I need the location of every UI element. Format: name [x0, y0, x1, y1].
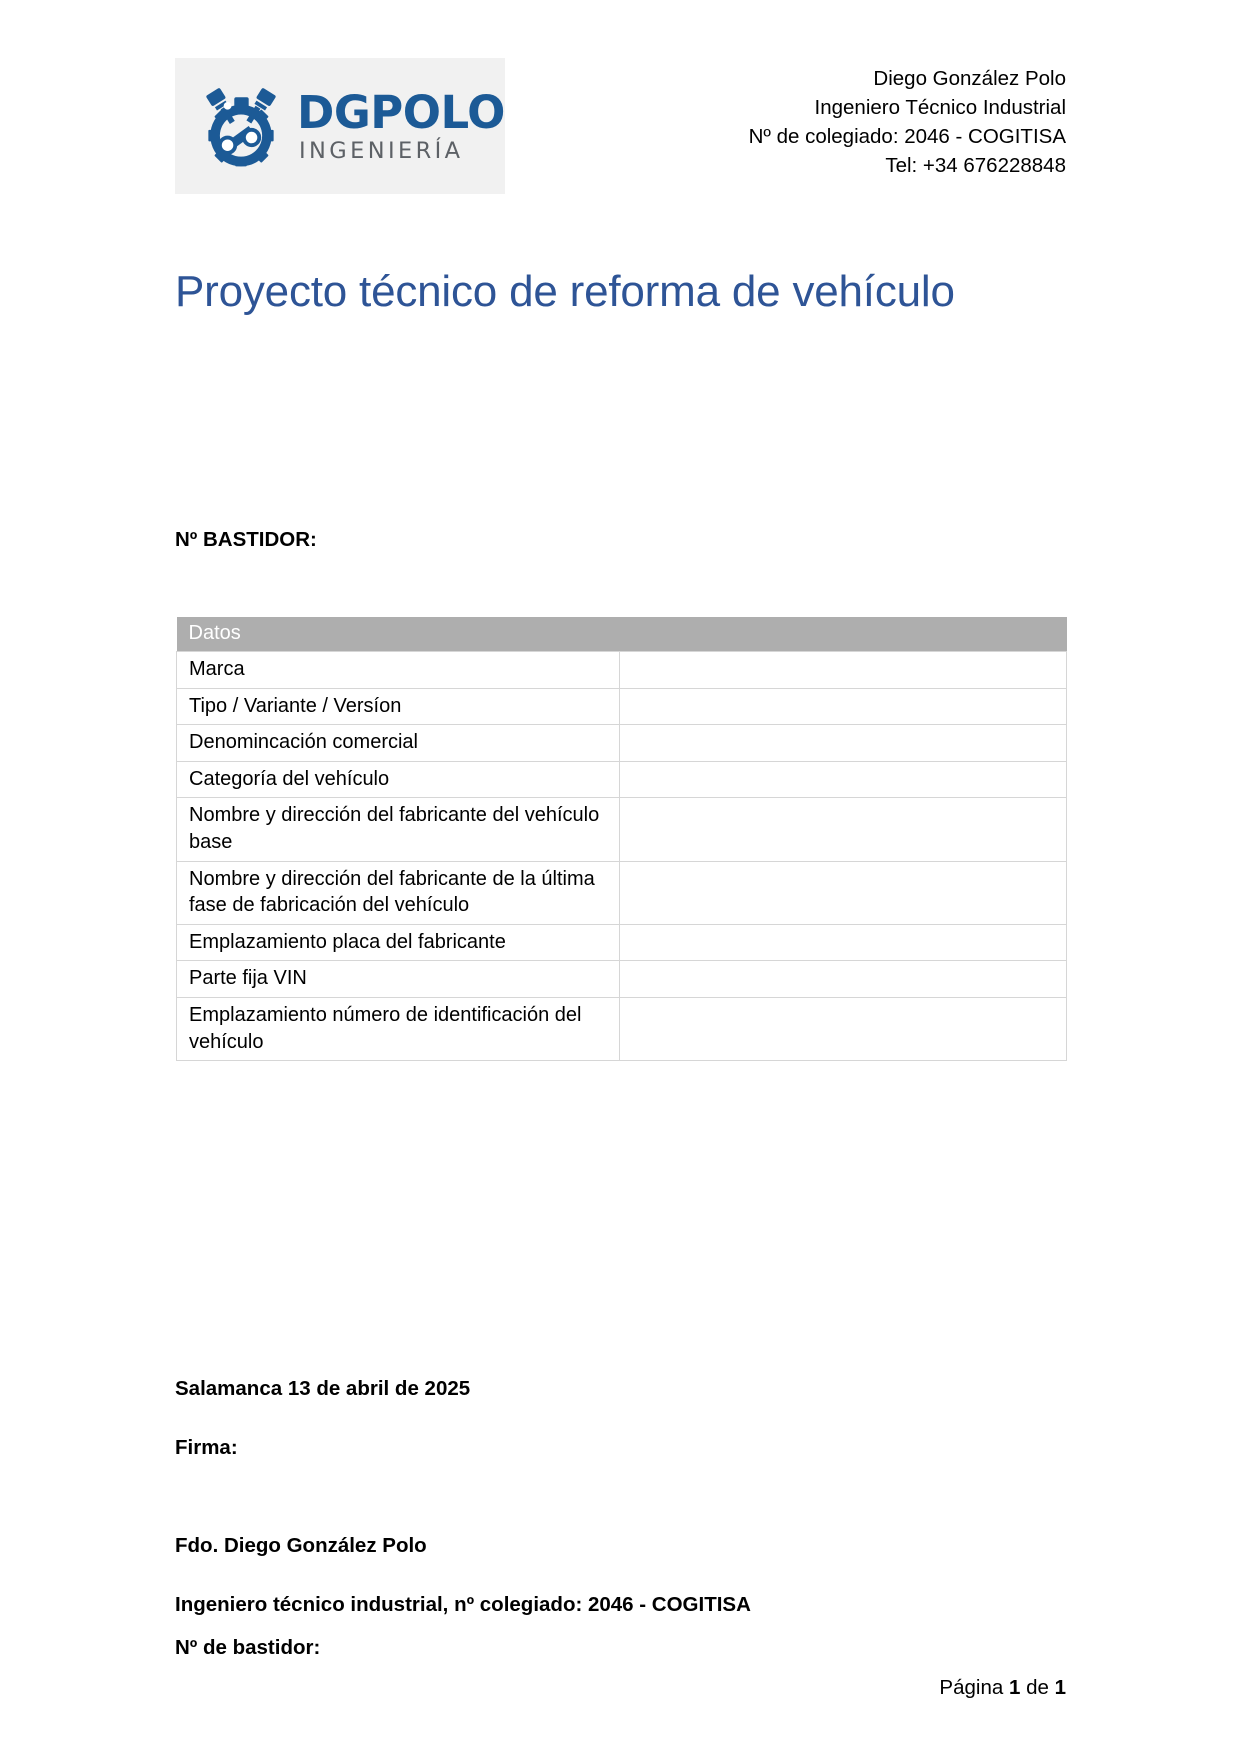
page-title: Proyecto técnico de reforma de vehículo — [175, 267, 955, 317]
row-label: Nombre y dirección del fabricante del vehículo base — [177, 798, 620, 861]
footer-bastidor-label: Nº de bastidor: — [175, 1636, 321, 1659]
logo-tagline-text: INGENIERÍA — [299, 137, 464, 164]
contact-role: Ingeniero Técnico Industrial — [814, 96, 1066, 120]
table-row — [177, 725, 1067, 762]
row-value[interactable] — [620, 961, 1067, 998]
contact-name: Diego González Polo — [873, 67, 1066, 90]
signature-label: Firma: — [175, 1436, 238, 1459]
table-row — [177, 798, 1067, 861]
company-logo — [175, 58, 505, 194]
table-row — [177, 997, 1067, 1060]
row-label: Marca — [177, 652, 620, 689]
row-label: Emplazamiento número de identificación del vehículo — [177, 997, 620, 1060]
table-row — [177, 688, 1067, 725]
logo-wordmark — [297, 85, 505, 164]
row-label: Tipo / Variante / Versíon — [177, 688, 620, 725]
row-label: Emplazamiento placa del fabricante — [177, 924, 620, 961]
closing-block — [175, 1377, 751, 1617]
table-header-datos: Datos — [177, 617, 1067, 652]
place-date: Salamanca 13 de abril de 2025 — [175, 1377, 471, 1400]
contact-phone: Tel: +34 676228848 — [885, 154, 1066, 178]
row-label: Nombre y dirección del fabricante de la última fase de fabricación del vehículo — [177, 861, 620, 924]
table-row — [177, 924, 1067, 961]
signed-by: Fdo. Diego González Polo — [175, 1534, 427, 1557]
signed-role: Ingeniero técnico industrial, nº colegiado: 2046 - COGITISA — [175, 1593, 751, 1616]
row-value[interactable] — [620, 761, 1067, 798]
row-value[interactable] — [620, 652, 1067, 689]
page-middle: de — [1026, 1676, 1049, 1699]
contact-license: Nº de colegiado: 2046 - COGITISA — [748, 125, 1066, 149]
page-total: 1 — [1054, 1676, 1066, 1699]
row-value[interactable] — [620, 997, 1067, 1060]
table-body — [177, 652, 1067, 1061]
row-label: Categoría del vehículo — [177, 761, 620, 798]
table-row — [177, 652, 1067, 689]
row-value[interactable] — [620, 861, 1067, 924]
table-row — [177, 761, 1067, 798]
row-value[interactable] — [620, 688, 1067, 725]
page-prefix: Página — [939, 1676, 1004, 1699]
contact-block — [749, 58, 1066, 180]
document-header — [175, 58, 1066, 194]
page-number — [939, 1676, 1066, 1700]
row-label: Parte fija VIN — [177, 961, 620, 998]
logo-brand-text: DGPOLO — [297, 85, 505, 139]
vin-label: Nº BASTIDOR: — [175, 528, 317, 551]
vehicle-data-table — [176, 617, 1067, 1061]
table-header-row — [177, 617, 1067, 652]
row-label: Denomincación comercial — [177, 725, 620, 762]
table-row — [177, 861, 1067, 924]
row-value[interactable] — [620, 924, 1067, 961]
piston-gear-logo-icon — [193, 78, 289, 174]
row-value[interactable] — [620, 725, 1067, 762]
row-value[interactable] — [620, 798, 1067, 861]
table-row — [177, 961, 1067, 998]
page-current: 1 — [1008, 1676, 1021, 1699]
